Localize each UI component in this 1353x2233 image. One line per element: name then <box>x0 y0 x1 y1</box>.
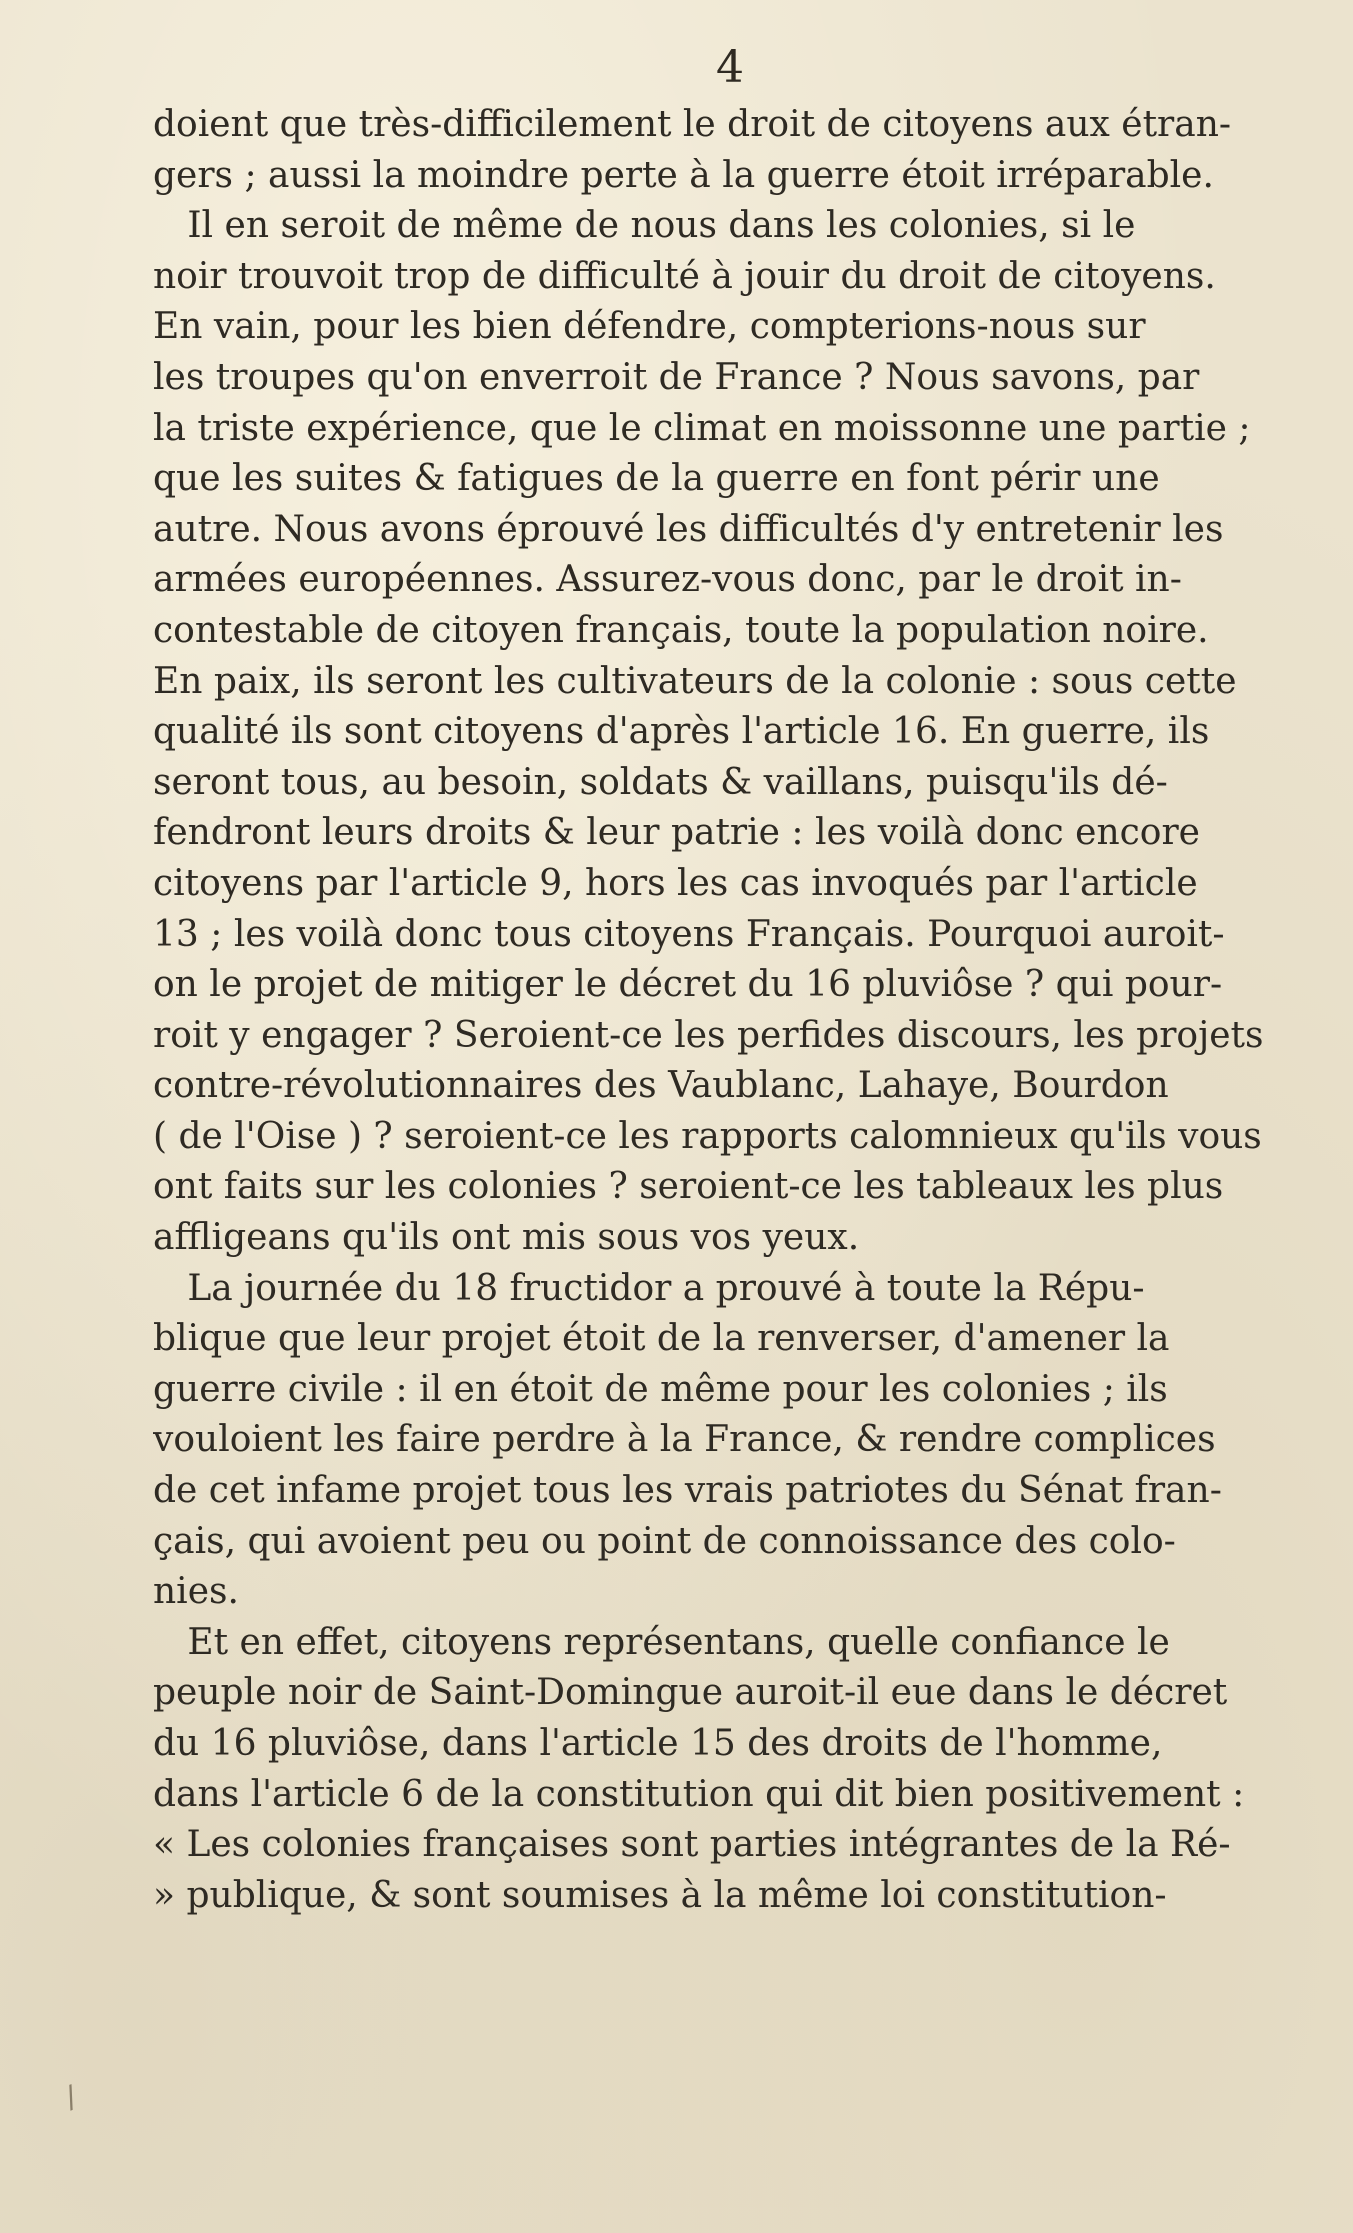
text-line: doient que très-difficilement le droit de citoyens aux étran- <box>153 104 1232 145</box>
text-line: de cet infame projet tous les vrais patriotes du Sénat fran- <box>153 1470 1222 1512</box>
text-line: 13 ; les voilà donc tous citoyens Français. Pourquoi auroit- <box>153 913 1225 955</box>
text-line: guerre civile : il en étoit de même pour les colonies ; ils <box>153 1368 1168 1410</box>
text-line: peuple noir de Saint-Domingue auroit-il eue dans le décret <box>153 1672 1228 1714</box>
text-line: contre-révolutionnaires des Vaublanc, Lahaye, Bourdon <box>153 1065 1169 1107</box>
text-line: vouloient les faire perdre à la France, & rendre complices <box>153 1419 1216 1461</box>
text-line: roit y engager ? Seroient-ce les perfides discours, les projets <box>153 1014 1264 1056</box>
text-line: on le projet de mitiger le décret du 16 pluviôse ? qui pour- <box>153 964 1223 1006</box>
text-line: çais, qui avoient peu ou point de connoissance des colo- <box>153 1520 1176 1562</box>
text-line: Il en seroit de même de nous dans les colonies, si le <box>153 205 1136 247</box>
text-line: gers ; aussi la moindre perte à la guerre étoit irréparable. <box>153 154 1214 196</box>
text-line: les troupes qu'on enverroit de France ? Nous savons, par <box>153 356 1200 398</box>
text-line: La journée du 18 fructidor a prouvé à toute la Répu- <box>153 1267 1145 1309</box>
text-line: dans l'article 6 de la constitution qui dit bien positivement : <box>153 1773 1245 1815</box>
text-line: affligeans qu'ils ont mis sous vos yeux. <box>153 1217 860 1259</box>
text-line: citoyens par l'article 9, hors les cas invoqués par l'article <box>153 862 1198 904</box>
text-line: « Les colonies françaises sont parties intégrantes de la Ré- <box>153 1824 1231 1866</box>
text-line: fendront leurs droits & leur patrie : les voilà donc encore <box>153 812 1200 854</box>
text-line: seront tous, au besoin, soldats & vaillans, puisqu'ils dé- <box>153 761 1168 803</box>
text-line: armées européennes. Assurez-vous donc, par le droit in- <box>153 559 1182 601</box>
text-line: Et en effet, citoyens représentans, quelle confiance le <box>153 1621 1170 1663</box>
text-line: » publique, & sont soumises à la même loi constitution- <box>153 1874 1167 1916</box>
text-line: blique que leur projet étoit de la renverser, d'amener la <box>153 1318 1170 1360</box>
text-line: En vain, pour les bien défendre, compterions-nous sur <box>153 306 1146 348</box>
page-number: 4 <box>716 42 744 93</box>
text-line: noir trouvoit trop de difficulté à jouir du droit de citoyens. <box>153 255 1216 297</box>
body-text <box>153 100 1303 1921</box>
text-line: nies. <box>153 1571 239 1613</box>
text-line: ont faits sur les colonies ? seroient-ce les tableaux les plus <box>153 1166 1224 1208</box>
text-line: du 16 pluviôse, dans l'article 15 des droits de l'homme, <box>153 1723 1163 1764</box>
text-line: ( de l'Oise ) ? seroient-ce les rapports calomnieux qu'ils vous <box>153 1115 1262 1157</box>
text-line: la triste expérience, que le climat en moissonne une partie ; <box>153 407 1251 449</box>
text-line: contestable de citoyen français, toute la population noire. <box>153 609 1209 651</box>
text-line: que les suites & fatigues de la guerre en font périr une <box>153 458 1160 500</box>
text-line: En paix, ils seront les cultivateurs de la colonie : sous cette <box>153 660 1237 702</box>
text-line: qualité ils sont citoyens d'après l'article 16. En guerre, ils <box>153 711 1210 753</box>
text-line: autre. Nous avons éprouvé les difficultés d'y entretenir les <box>153 508 1224 550</box>
stray-ink-mark: / <box>60 2079 82 2116</box>
